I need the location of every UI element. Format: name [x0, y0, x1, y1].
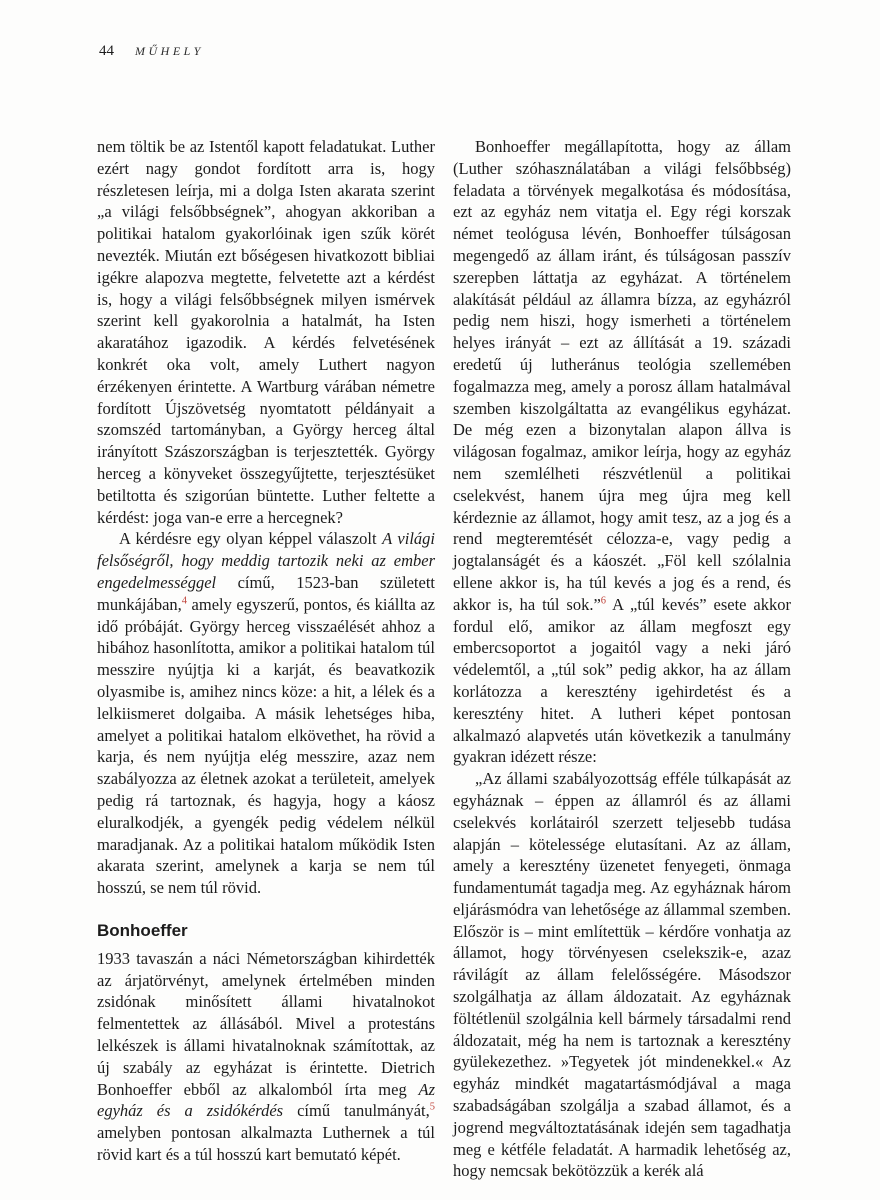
text-run: Bonhoeffer megállapította, hogy az állam (Luther szóhasználatában a világi felsőbbség) feladata a törvények megalkotása és módosítása, ezt az egyház nem vitatja el. Egy régi korszak német teológusa lévén, Bonhoeffer túlságosan megengedő az állam iránt, és túlságosan passzív szerepben láttatja az egyházat. A történelem alakítását például az államra bízza, az egyházról pedig nem hiszi, hogy ismerheti a történelem helyes irányát – ezt az állítását a 19. századi eredetű új lutheránus teológia szellemében fogalmazza meg, amely a porosz állam hatalmával szemben kiszolgáltatta az evangélikus egyházat. De még ezen a bizonytalan alapon állva is világosan fogalmaz, amikor leírja, hogy az egyház nem szemlélheti részvétlenül a politikai cselekvést, hanem újra meg újra meg kell kérdeznie az államot, hogy amit tesz, az a jog és a rend megteremtését célozza-e, vagy pedig a jogtalanságét és a káoszét. „Föl kell szólalnia ellene akkor is, ha túl kevés a jog és a rend, és akkor is, ha túl sok.”: [453, 137, 791, 614]
text-run: 1933 tavaszán a náci Németországban kihirdették az árjatörvényt, amelynek értelmében minden zsidónak minősített állami hivatalnokot felmentettek az állásából. Mivel a protestáns lelkészek is állami hivatalnoknak számítottak, az új szabály az egyházat is érintette. Dietrich Bonhoeffer ebből az alkalomból írta meg: [97, 948, 435, 1099]
text-run: című, 1523-ban született munkájában,: [97, 572, 435, 614]
article-body: [97, 136, 791, 1182]
text-run: amelyben pontosan alkalmazta Luthernek a túl rövid kart és a túl hosszú kart bemutató képét.: [97, 1123, 435, 1165]
paragraph: [453, 136, 791, 768]
paragraph: [97, 948, 435, 1166]
text-run: amely egyszerű, pontos, és kiállta az idő próbáját. György herceg visszaélését ahhoz a hibához hasonlította, amikor a politikai hatalom túl messzire nyújtja ki a karját, és beavatkozik olyasmibe is, amihez nincs köze: a hit, a lélek és a lelkiismeret dolgaiba. A másik lehetséges hiba, amelyet a politikai hatalom elkövethet, ha rövid a karja, és nem nyújtja elég messzire, azaz nem szabályozza az életnek azokat a területeit, amelyek pedig rá tartoznak, és hagyja, hogy a káosz eluralkodjék, a gyengék pedig védelem nélkül maradjanak. Az a politikai hatalom működik Isten akarata szerint, amelynek a karja se nem túl hosszú, se nem túl rövid.: [97, 594, 435, 898]
text-run: A „túl kevés” esete akkor fordul elő, amikor az állam megfoszt egy embercsoportot a jogaitól vagy a neki járó védelemtől, a „túl sok” pedig akkor, ha az állam korlátozza a keresztény igehirdetést és a keresztény hitet. A lutheri képet pontosan alkalmazó alapvetés után következik a tanulmány gyakran idézett része:: [453, 594, 791, 767]
paragraph: [453, 768, 791, 1182]
text-run: A világi felsőségről, hogy meddig tartozik neki az ember engedelmességgel: [97, 529, 436, 592]
text-run: Az egyház és a zsidókérdés: [97, 1079, 435, 1121]
page-number: 44: [99, 43, 114, 59]
text-run: című tanulmányát,: [283, 1101, 430, 1121]
section-heading: Bonhoeffer: [97, 920, 188, 940]
page-header: [99, 43, 204, 60]
footnote-reference: 4: [181, 595, 188, 607]
footnote-reference: 5: [429, 1101, 435, 1113]
column-left: [97, 136, 435, 1182]
text-run: „Az állami szabályozottság efféle túlkapását az egyháznak – éppen az államról és az állami cselekvés korlátairól szerzett teljesebb tudása alapján – kötelessége elutasítani. Az az állam, amely a keresztény üzenetet fenyegeti, önmaga fundamentumát tagadja meg. Az egyháznak három eljárásmódra van lehetősége az állammal szemben. Először is – mint említettük – kérdőre vonhatja az államot, hogy törvényesen cselekszik-e, azaz rávilágít az állam felelősségére. Másodszor szolgálhatja az állam áldozatait. Az egyháznak föltétlenül szolgálnia kell bármely társadalmi rend áldozatait, még ha nem is tartoznak a keresztény gyülekezethez. »Tegyetek jót mindenekkel.« Az egyház mindkét magatartásmódjával a maga szabadságában szolgálja a szabad államot, és a jogrend megváltoztatásának idején sem tagadhatja meg e kétféle feladatát. A harmadik lehetőség az, hogy nemcsak bekötözzük a kerék alá: [453, 769, 791, 1181]
text-run: nem töltik be az Istentől kapott feladatukat. Luther ezért nagy gondot fordított arra is, hogy részletesen leírja, mi a dolga Isten akarata szerint „a világi felsőbbségnek”, ahogyan akkoriban a politikai hatalom gyakorlóinak igen szűk körét nevezték. Miután ezt bőségesen hivatkozott bibliai igékre alapozva megtette, felvetette azt a kérdést is, hogy a világi felsőbbségnek milyen ismérvek szerint kell gyakorolnia a hatalmát, ha Isten akaratához igazodik. A kérdés felvetésének konkrét oka volt, amely Luthert nagyon érzékenyen érintette. A Wartburg várában németre fordított Újszövetség nyomtatott példányait a szomszéd tartományban, a György herceg által irányított Szászországban is terjesztették. György herceg a könyveket összegyűjtette, terjesztésüket betiltotta és szigorúan büntette. Luther feltette a kérdést: joga van-e erre a hercegnek?: [97, 137, 435, 527]
paragraph: [97, 528, 435, 899]
footnote-reference: 6: [600, 595, 607, 607]
column-right: [453, 136, 791, 1182]
paragraph: [97, 136, 435, 528]
text-run: A kérdésre egy olyan képpel válaszolt: [119, 529, 383, 549]
section-title: MŰHELY: [135, 44, 204, 58]
